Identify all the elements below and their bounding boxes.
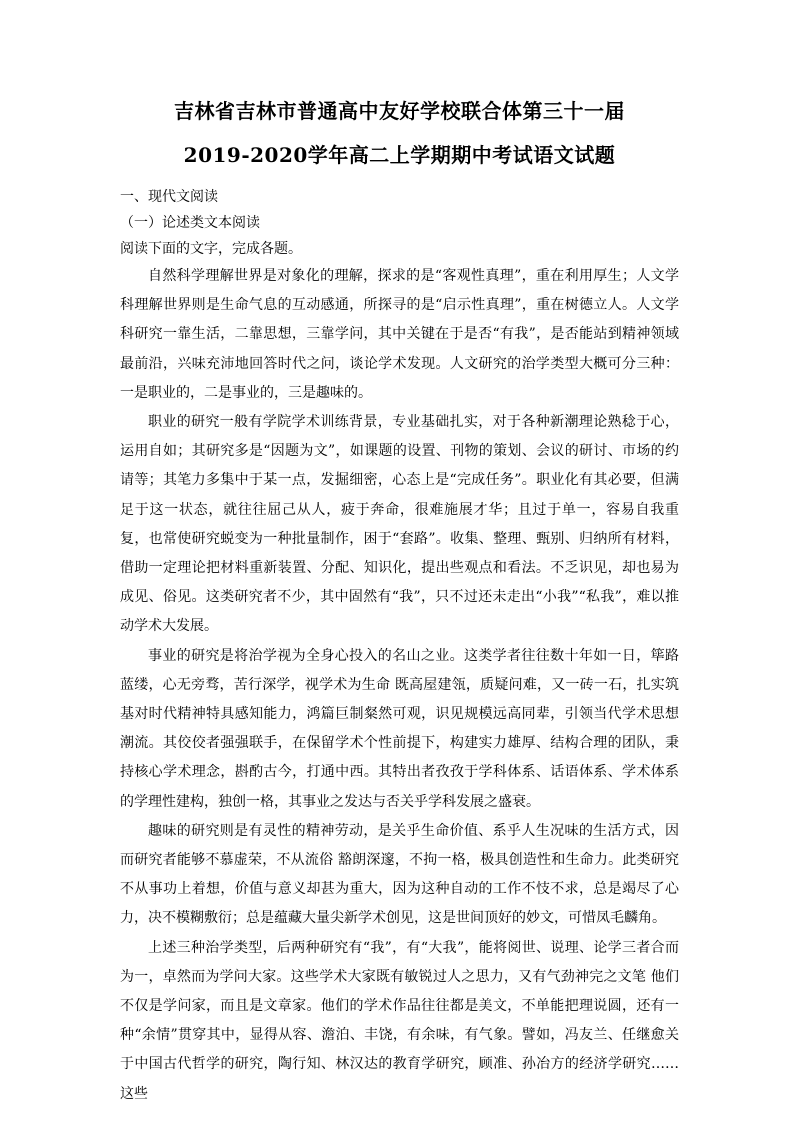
subsection-heading: （一）论述类文本阅读 [120,215,260,231]
paragraph: 事业的研究是将治学视为全身心投入的名山之业。这类学者往往数十年如一日，筚路蓝缕，心无旁骛，苦行深学，视学术为生命 既高屋建瓴，质疑问难，又一砖一石，扎实筑基对时代精神特具感知能力，鸿篇巨制粲然可观，识见规模远高同辈，引领当代学术思想潮流。其佼佼者强强联手，在保留学术个性前提下，构建实力雄厚、结构合理的团队，秉持核心学术理念，斟酌古今，打通中西。其特出者孜孜于学科体系、话语体系、学术体系的学理性建构，独创一格，其事业之发达与否关乎学科发展之盛衰。 [120,647,679,810]
paragraph: 上述三种治学类型，后两种研究有“我”，有“大我”，能将阅世、说理、论学三者合而为一，卓然而为学问大家。这些学术大家既有敏锐过人之思力，又有气劲神完之文笔 他们不仅是学问家，而且是文章家。他们的学术作品往往都是美文，不单能把理说圆，还有一种“余情”贯穿其中，显得从容、澹泊、丰饶，有余味，有气象。譬如，冯友兰、任继愈关于中国古代哲学的研究，陶行知、林汉达的教育学研究，顾准、孙冶方的经济学研究……这些 [120,939,679,1102]
reading-instruction: 阅读下面的文字，完成各题。 [120,241,302,257]
paragraph: 职业的研究一般有学院学术训练背景，专业基础扎实，对于各种新潮理论熟稔于心，运用自如；其研究多是“因题为文”，如课题的设置、刊物的策划、会议的研讨、市场的约请等；其笔力多集中于某一点，发掘细密，心态上是“完成任务”。职业化有其必要，但满足于这一状态，就往往屈己从人，疲于奔命，很难施展才华；且过于单一，容易自我重复，也常使研究蜕变为一种批量制作，困于“套路”。收集、整理、甄别、归纳所有材料，借助一定理论把材料重新装置、分配、知识化，提出些观点和看法。不乏识见，却也易为成见、俗见。这类研究者不少，其中固然有“我”，只不过还未走出“小我”“私我”，难以推动学术大发展。 [120,414,679,635]
paragraph: 趣味的研究则是有灵性的精神劳动，是关乎生命价值、系乎人生况味的生活方式，因而研究者能够不慕虚荣，不从流俗 豁朗深邃，不拘一格，极具创造性和生命力。此类研究不从事功上着想，价值与意义却甚为重大，因为这种自动的工作不忮不求，总是竭尽了心力，决不模糊敷衍；总是蕴藏大量尖新学术创见，这是世间顶好的妙文，可惜凤毛麟角。 [120,822,679,927]
exam-title-line-1: 吉林省吉林市普通高中友好学校联合体第三十一届 [174,99,625,123]
section-heading: 一、现代文阅读 [120,189,218,205]
paragraph: 自然科学理解世界是对象化的理解，探求的是“客观性真理”，重在利用厚生；人文学科理解世界则是生命气息的互动感通，所探寻的是“启示性真理”，重在树德立人。人文学科研究一靠生活，二靠思想，三靠学问，其中关键在于是否“有我”，是否能站到精神领域最前沿，兴味充沛地回答时代之问，谈论学术发现。人文研究的治学类型大概可分三种：一是职业的，二是事业的，三是趣味的。 [120,268,679,401]
title-block [120,96,679,170]
exam-title-line-2: 2019-2020学年高二上学期期中考试语文试题 [183,143,616,167]
